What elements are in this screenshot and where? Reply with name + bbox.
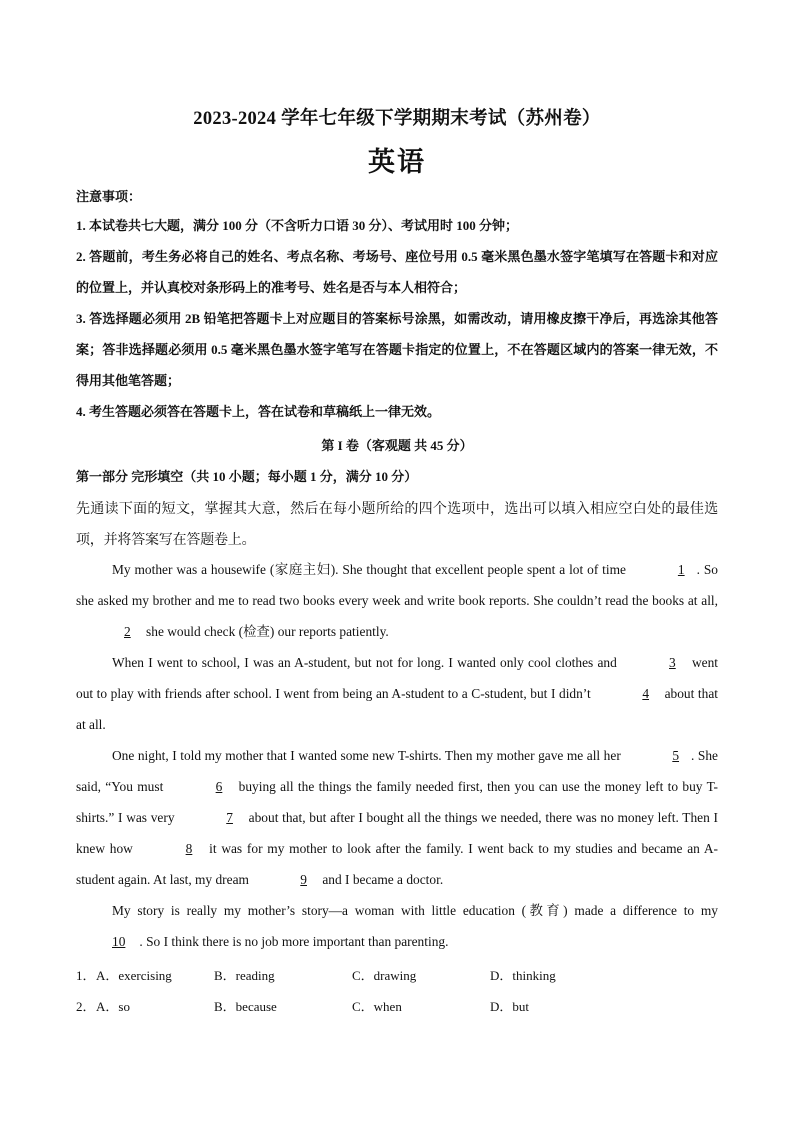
blank-2: 2 bbox=[124, 624, 131, 639]
section-heading: 第 I 卷（客观题 共 45 分） bbox=[321, 438, 473, 453]
answer-options bbox=[76, 960, 718, 1022]
question-number: 1． bbox=[76, 968, 96, 983]
option-d: D．but bbox=[490, 999, 530, 1014]
passage-text: about that, but after I bought all the things we needed, there was no money left. Then I knew how bbox=[76, 810, 718, 856]
question-options-row bbox=[76, 960, 718, 991]
passage-text: and I became a doctor. bbox=[318, 872, 444, 887]
blank-3: 3 bbox=[669, 655, 676, 670]
blank-1: 1 bbox=[677, 562, 685, 577]
passage-text: she would check (检查) our reports patiently. bbox=[142, 624, 389, 639]
question-options-row bbox=[76, 991, 718, 1022]
passage-text: went out to play with friends after school. I went from being an A-student to a C-student, but I didn’t bbox=[76, 655, 718, 701]
blank-9: 9 bbox=[300, 872, 307, 887]
blank-10: 10 bbox=[112, 934, 126, 949]
passage-text: When I went to school, I was an A-student, but not for long. I wanted only cool clothes and bbox=[112, 655, 622, 670]
option-a: A．exercising bbox=[96, 968, 172, 983]
passage-text: My story is really my mother’s story—a woman with little education (教育) made a difference to my bbox=[112, 903, 718, 918]
blank-4: 4 bbox=[642, 686, 650, 701]
blank-7: 7 bbox=[226, 810, 233, 825]
option-b: B．because bbox=[214, 999, 277, 1014]
blank-8: 8 bbox=[185, 841, 193, 856]
option-b: B．reading bbox=[214, 968, 275, 983]
option-c: C．drawing bbox=[352, 968, 417, 983]
note-item: 4. 考生答题必须答在答题卡上，答在试卷和草稿纸上一律无效。 bbox=[76, 404, 441, 419]
option-a: A．so bbox=[96, 999, 130, 1014]
passage-text: . She said, “You must bbox=[76, 748, 718, 794]
passage-text: . So I think there is no job more important than parenting. bbox=[139, 934, 449, 949]
question-number: 2． bbox=[76, 999, 96, 1014]
blank-6: 6 bbox=[215, 779, 223, 794]
passage-text: about that at all. bbox=[76, 686, 718, 732]
part-heading: 第一部分 完形填空（共 10 小题；每小题 1 分，满分 10 分） bbox=[76, 469, 418, 484]
note-item: 1. 本试卷共七大题，满分 100 分（不含听力口语 30 分）、考试用时 100 分钟； bbox=[76, 218, 519, 233]
subject-title: 英语 bbox=[368, 147, 426, 177]
passage-text: . So she asked my brother and me to read two books every week and write book reports. She couldn’t read the books at all, bbox=[76, 562, 719, 608]
instructions: 先通读下面的短文，掌握其大意，然后在每小题所给的四个选项中，选出可以填入相应空白处的最佳选项，并将答案写在答题卷上。 bbox=[76, 501, 718, 548]
notes-list bbox=[76, 210, 718, 427]
passage-text: buying all the things the family needed first, then you can use the money left to buy T-shirts.” I was very bbox=[76, 779, 718, 825]
exam-title: 2023-2024 学年七年级下学期期末考试（苏州卷） bbox=[193, 109, 601, 129]
option-c: C．when bbox=[352, 999, 402, 1014]
passage-text: One night, I told my mother that I wanted some new T-shirts. Then my mother gave me all her bbox=[112, 748, 625, 763]
passage-paragraph bbox=[76, 740, 718, 895]
note-item: 3. 答选择题必须用 2B 铅笔把答题卡上对应题目的答案标号涂黑，如需改动，请用橡皮擦干净后，再选涂其他答案；答非选择题必须用 0.5 毫米黑色墨水签字笔写在答题卡指定的位置上，不在答题区域内的答案一律无效，不得用其他笔答题； bbox=[76, 311, 718, 388]
passage-paragraph bbox=[76, 554, 718, 647]
cloze-passage bbox=[76, 554, 718, 957]
option-d: D．thinking bbox=[490, 968, 556, 983]
passage-text: My mother was a housewife (家庭主妇). She thought that excellent people spent a lot of time bbox=[112, 562, 630, 577]
note-item: 2. 答题前，考生务必将自己的姓名、考点名称、考场号、座位号用 0.5 毫米黑色墨水签字笔填写在答题卡和对应的位置上，并认真校对条形码上的准考号、姓名是否与本人相符合； bbox=[76, 249, 718, 295]
notes-heading: 注意事项： bbox=[76, 189, 142, 204]
passage-text: it was for my mother to look after the family. I went back to my studies and became an A-student again. At last, my dream bbox=[76, 841, 718, 887]
passage-paragraph bbox=[76, 895, 718, 957]
passage-paragraph bbox=[76, 647, 718, 740]
blank-5: 5 bbox=[672, 748, 680, 763]
